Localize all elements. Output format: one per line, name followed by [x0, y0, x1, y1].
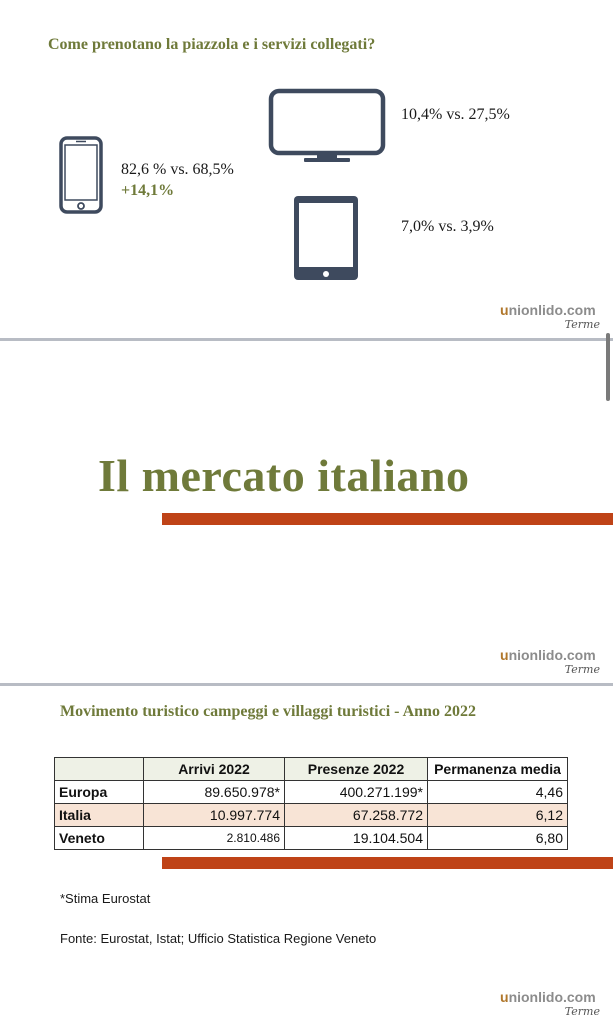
footnote: *Stima Eurostat — [60, 891, 151, 906]
tourism-table — [54, 757, 568, 850]
smartphone-stat: 82,6 % vs. 68,5% — [121, 161, 234, 178]
table-header-cell — [55, 758, 144, 781]
slide-movimento-turistico — [0, 686, 613, 1024]
cell-arrivi: 2.810.486 — [144, 827, 285, 850]
table-header-cell: Permanenza media — [428, 758, 568, 781]
slide-title: Movimento turistico campeggi e villaggi turistici - Anno 2022 — [60, 703, 476, 720]
table-header-row — [55, 758, 568, 781]
desktop-monitor-icon — [268, 88, 386, 164]
cell-permanenza: 6,12 — [428, 804, 568, 827]
unionlido-logo: unionlido.com Terme — [500, 989, 600, 1018]
desktop-stat: 10,4% vs. 27,5% — [401, 106, 510, 123]
table-header-cell: Arrivi 2022 — [144, 758, 285, 781]
scrollbar-thumb[interactable] — [606, 333, 610, 401]
cell-presenze: 67.258.772 — [285, 804, 428, 827]
cell-permanenza: 4,46 — [428, 781, 568, 804]
row-label: Veneto — [55, 827, 144, 850]
table-row — [55, 804, 568, 827]
unionlido-logo: unionlido.com Terme — [500, 302, 600, 331]
cell-presenze: 400.271.199* — [285, 781, 428, 804]
slide-mercato-italiano — [0, 341, 613, 683]
row-label: Europa — [55, 781, 144, 804]
tablet-icon — [292, 194, 360, 282]
accent-bar — [162, 857, 613, 869]
slide-booking-devices — [0, 0, 613, 338]
cell-presenze: 19.104.504 — [285, 827, 428, 850]
table-row — [55, 827, 568, 850]
cell-arrivi: 89.650.978* — [144, 781, 285, 804]
cell-arrivi: 10.997.774 — [144, 804, 285, 827]
section-title: Il mercato italiano — [98, 450, 470, 501]
slide-title: Come prenotano la piazzola e i servizi collegati? — [48, 36, 376, 53]
unionlido-logo: unionlido.com Terme — [500, 647, 600, 676]
tablet-stat: 7,0% vs. 3,9% — [401, 218, 494, 235]
table-header-cell: Presenze 2022 — [285, 758, 428, 781]
smartphone-icon — [59, 136, 103, 214]
row-label: Italia — [55, 804, 144, 827]
accent-bar — [162, 513, 613, 525]
source-note: Fonte: Eurostat, Istat; Ufficio Statistica Regione Veneto — [60, 931, 377, 946]
cell-permanenza: 6,80 — [428, 827, 568, 850]
smartphone-delta: +14,1% — [121, 182, 175, 199]
table-row — [55, 781, 568, 804]
